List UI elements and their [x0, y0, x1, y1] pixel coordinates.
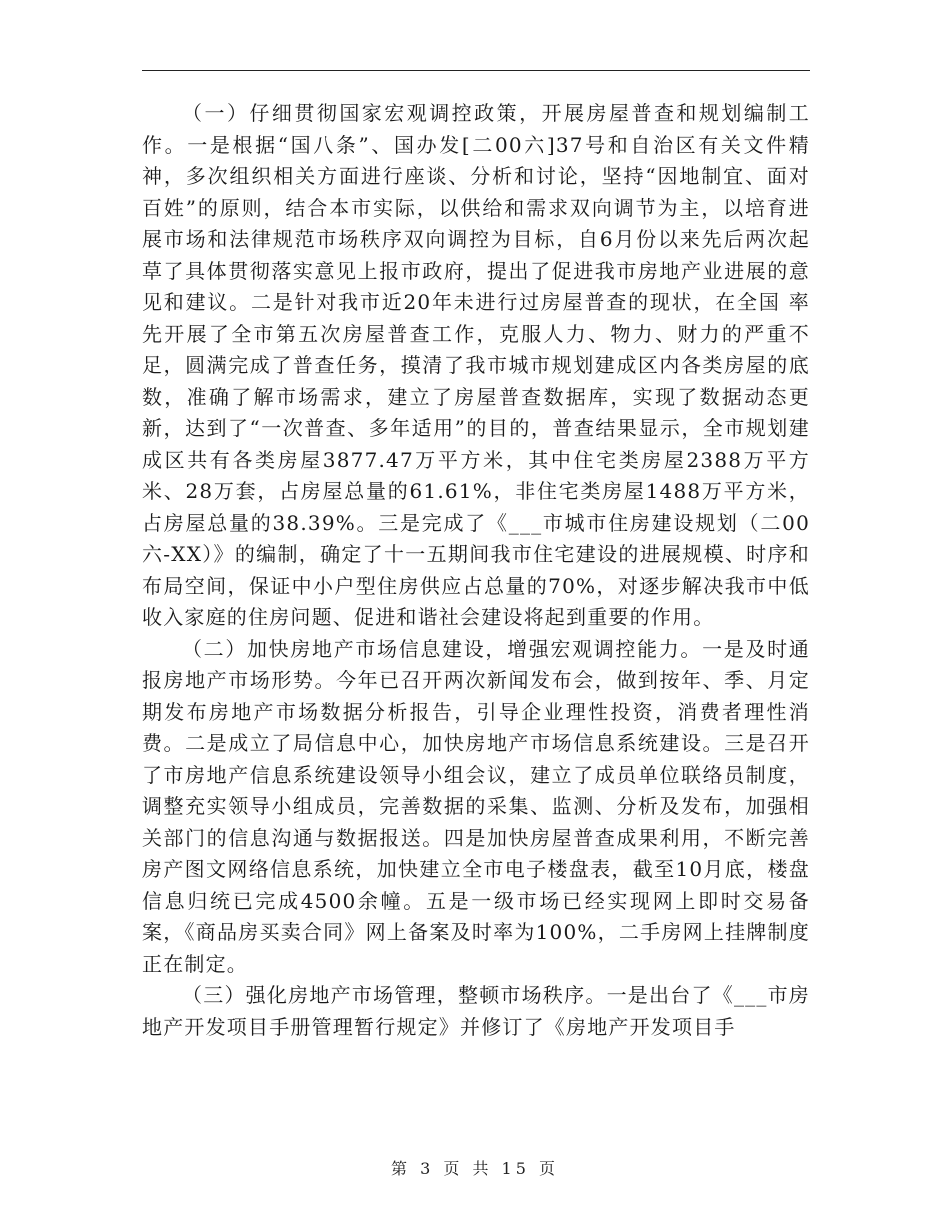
paragraph-1: （一）仔细贯彻国家宏观调控政策，开展房屋普查和规划编制工作。一是根据“国八条”、国办发[二00六]37号和自治区有关文件精神，多次组织相关方面进行座谈、分析和讨论，坚持“因地制宜、面对百姓”的原则，结合本市实际，以供给和需求双向调节为主，以培育进展市场和法律规范市场秩序双向调控为目标，自6月份以来先后两次起草了具体贯彻落实意见上报市政府，提出了促进我市房地产业进展的意见和建议。二是针对我市近20年未进行过房屋普查的现状，在全国 率先开展了全市第五次房屋普查工作，克服人力、物力、财力的严重不足，圆满完成了普查任务，摸清了我市城市规划建成区内各类房屋的底数，准确了解市场需求，建立了房屋普查数据库，实现了数据动态更新，达到了“一次普查、多年适用”的目的，普查结果显示，全市规划建成区共有各类房屋3877.47万平方米，其中住宅类房屋2388万平方米、28万套，占房屋总量的61.61%，非住宅类房屋1488万平方米，占房屋总量的38.39%。三是完成了《___市城市住房建设规划（二00六-XX）》的编制，确定了十一五期间我市住宅建设的进展规模、时序和布局空间，保证中小户型住房供应占总量的70%，对逐步解决我市中低收入家庭的住房问题、促进和谐社会建设将起到重要的作用。 — [142, 101, 810, 629]
header-rule — [142, 70, 810, 71]
page-number: 第 3 页 共 15 页 — [391, 1159, 559, 1178]
paragraph-2: （二）加快房地产市场信息建设，增强宏观调控能力。一是及时通报房地产市场形势。今年已召开两次新闻发布会，做到按年、季、月定期发布房地产市场数据分析报告，引导企业理性投资，消费者理性消费。二是成立了局信息中心，加快房地产市场信息系统建设。三是召开了市房地产信息系统建设领导小组会议，建立了成员单位联络员制度，调整充实领导小组成员，完善数据的采集、监测、分析及发布，加强相关部门的信息沟通与数据报送。四是加快房屋普查成果利用，不断完善房产图文网络信息系统，加快建立全市电子楼盘表，截至10月底，楼盘信息归统已完成4500余幢。五是一级市场已经实现网上即时交易备案，《商品房买卖合同》网上备案及时率为100%，二手房网上挂牌制度正在制定。 — [142, 636, 810, 976]
document-body — [142, 98, 810, 1043]
paragraph-3: （三）强化房地产市场管理，整顿市场秩序。一是出台了《___市房地产开发项目手册管理暂行规定》并修订了《房地产开发项目手 — [142, 983, 810, 1039]
